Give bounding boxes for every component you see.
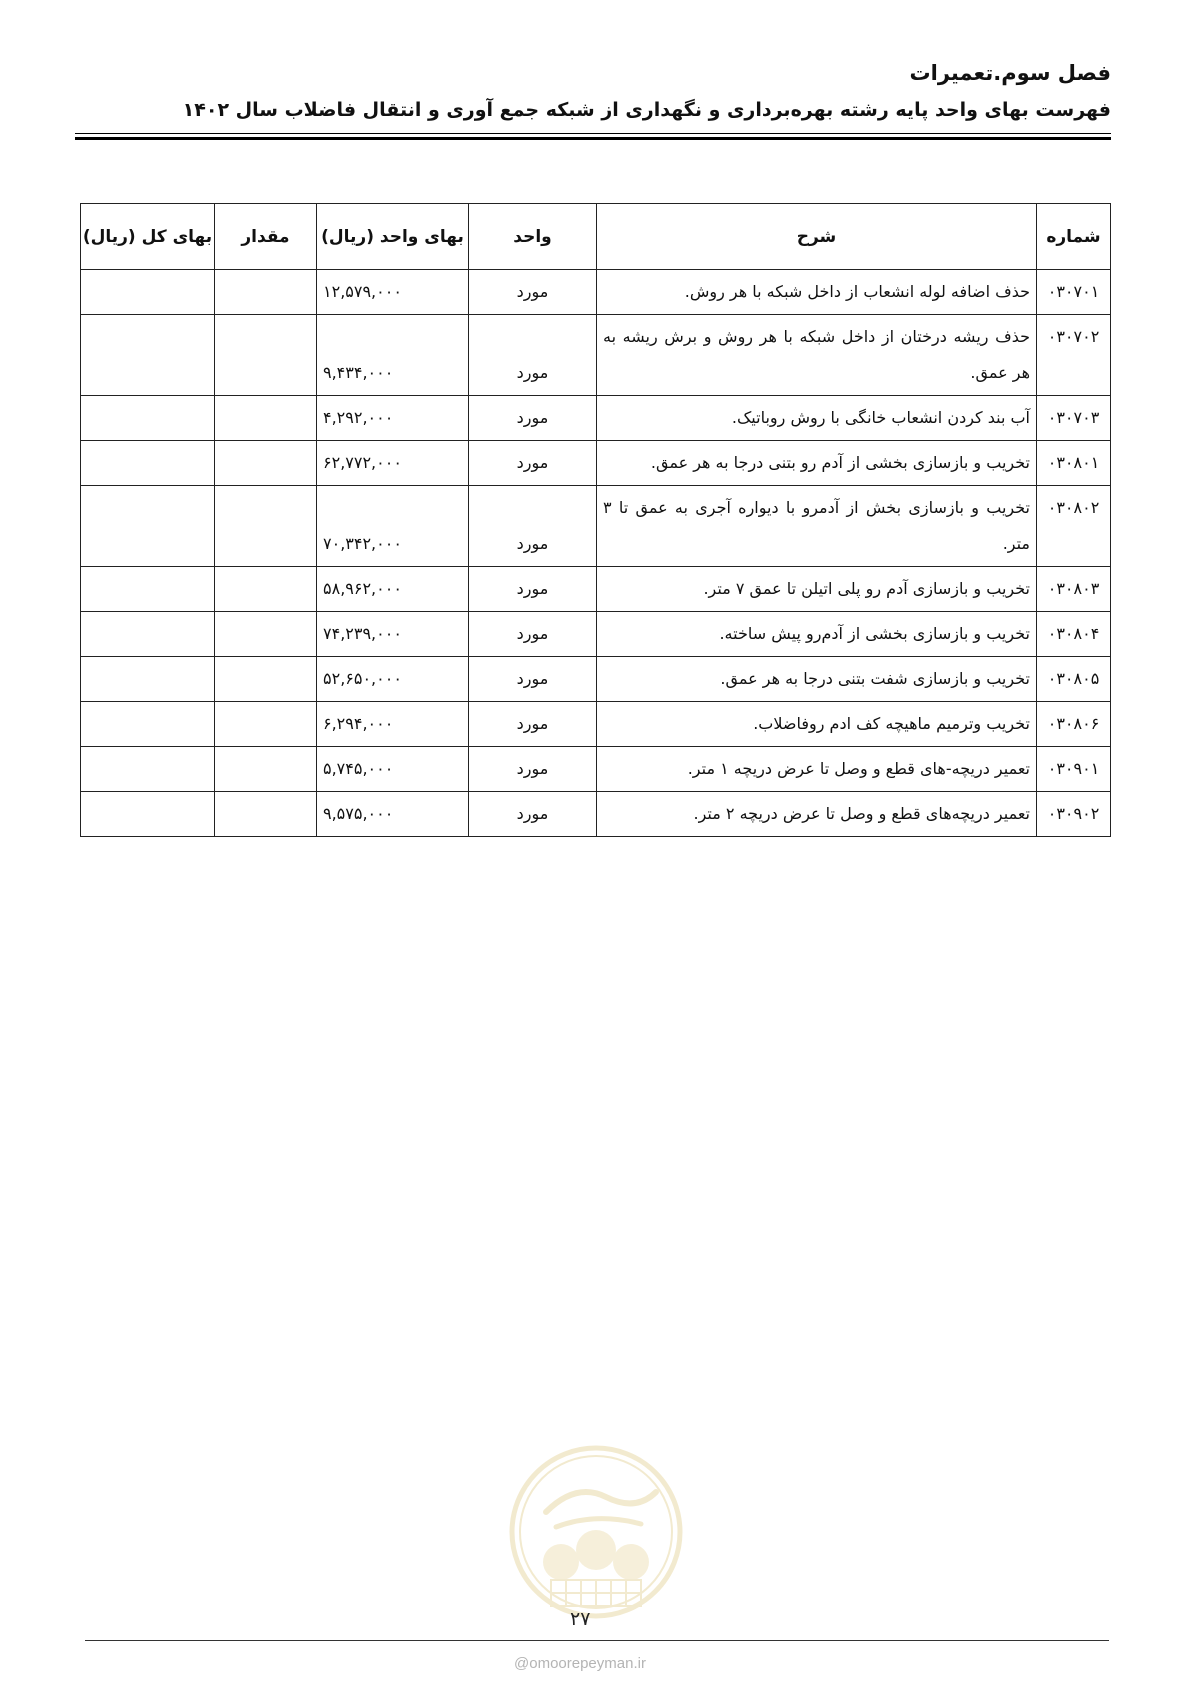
cell-unit-price: ۷۰,۳۴۲,۰۰۰ bbox=[317, 486, 469, 567]
table-header-row bbox=[81, 204, 1111, 270]
cell-quantity bbox=[215, 486, 317, 567]
cell-total-price bbox=[81, 792, 215, 837]
cell-description: تخریب وترمیم ماهیچه کف ادم روفاضلاب. bbox=[597, 702, 1037, 747]
table-row bbox=[81, 315, 1111, 396]
cell-description: آب بند کردن انشعاب خانگی با روش روباتیک. bbox=[597, 396, 1037, 441]
cell-description: تخریب و بازسازی شفت بتنی درجا به هر عمق. bbox=[597, 657, 1037, 702]
cell-description: تخریب و بازسازی بخش از آدمرو با دیواره آجری به عمق تا ۳ متر. bbox=[597, 486, 1037, 567]
footer-rule bbox=[85, 1640, 1109, 1641]
cell-number: ۰۳۰۷۰۳ bbox=[1037, 396, 1111, 441]
header-rule-thick bbox=[75, 137, 1111, 140]
table-row bbox=[81, 702, 1111, 747]
cell-unit: مورد bbox=[469, 315, 597, 396]
cell-description: تخریب و بازسازی آدم رو پلی اتیلن تا عمق ۷ متر. bbox=[597, 567, 1037, 612]
cell-quantity bbox=[215, 747, 317, 792]
cell-number: ۰۳۰۷۰۱ bbox=[1037, 270, 1111, 315]
chapter-title: فصل سوم.تعمیرات bbox=[909, 61, 1111, 85]
cell-quantity bbox=[215, 657, 317, 702]
cell-unit: مورد bbox=[469, 612, 597, 657]
column-header-total-price: بهای کل (ریال) bbox=[81, 204, 215, 270]
table-row bbox=[81, 486, 1111, 567]
cell-unit: مورد bbox=[469, 270, 597, 315]
cell-quantity bbox=[215, 441, 317, 486]
table-body bbox=[81, 270, 1111, 837]
cell-unit: مورد bbox=[469, 747, 597, 792]
cell-unit-price: ۱۲,۵۷۹,۰۰۰ bbox=[317, 270, 469, 315]
cell-quantity bbox=[215, 702, 317, 747]
column-header-number: شماره bbox=[1037, 204, 1111, 270]
cell-unit: مورد bbox=[469, 792, 597, 837]
table-row bbox=[81, 747, 1111, 792]
cell-total-price bbox=[81, 270, 215, 315]
cell-total-price bbox=[81, 441, 215, 486]
column-header-unit-price: بهای واحد (ریال) bbox=[317, 204, 469, 270]
cell-unit-price: ۹,۵۷۵,۰۰۰ bbox=[317, 792, 469, 837]
document-title: فهرست بهای واحد پایه رشته بهره‌برداری و نگهداری از شبکه جمع آوری و انتقال فاضلاب سال ۱۴۰۲ bbox=[182, 99, 1111, 121]
cell-description: حذف ریشه درختان از داخل شبکه با هر روش و برش ریشه به هر عمق. bbox=[597, 315, 1037, 396]
cell-unit: مورد bbox=[469, 567, 597, 612]
cell-quantity bbox=[215, 567, 317, 612]
cell-description: تخریب و بازسازی بخشی از آدم رو بتنی درجا به هر عمق. bbox=[597, 441, 1037, 486]
cell-unit-price: ۶,۲۹۴,۰۰۰ bbox=[317, 702, 469, 747]
cell-total-price bbox=[81, 612, 215, 657]
page-number: ۲۷ bbox=[570, 1608, 591, 1630]
cell-quantity bbox=[215, 792, 317, 837]
column-header-quantity: مقدار bbox=[215, 204, 317, 270]
header-rule-thin bbox=[75, 133, 1111, 134]
cell-number: ۰۳۰۸۰۴ bbox=[1037, 612, 1111, 657]
cell-number: ۰۳۰۸۰۳ bbox=[1037, 567, 1111, 612]
page-header bbox=[75, 56, 1111, 126]
cell-number: ۰۳۰۸۰۱ bbox=[1037, 441, 1111, 486]
watermark-url: @omoorepeyman.ir bbox=[514, 1655, 646, 1672]
cell-total-price bbox=[81, 567, 215, 612]
cell-description: تعمیر دریچه‌های قطع و وصل تا عرض دریچه ۲ متر. bbox=[597, 792, 1037, 837]
cell-description: تخریب و بازسازی بخشی از آدم‌رو پیش ساخته. bbox=[597, 612, 1037, 657]
cell-total-price bbox=[81, 702, 215, 747]
cell-number: ۰۳۰۸۰۲ bbox=[1037, 486, 1111, 567]
column-header-unit: واحد bbox=[469, 204, 597, 270]
cell-unit: مورد bbox=[469, 702, 597, 747]
cell-number: ۰۳۰۸۰۵ bbox=[1037, 657, 1111, 702]
cell-quantity bbox=[215, 612, 317, 657]
cell-total-price bbox=[81, 396, 215, 441]
table-row bbox=[81, 792, 1111, 837]
table-row bbox=[81, 396, 1111, 441]
cell-number: ۰۳۰۸۰۶ bbox=[1037, 702, 1111, 747]
cell-total-price bbox=[81, 315, 215, 396]
cell-total-price bbox=[81, 747, 215, 792]
table-row bbox=[81, 441, 1111, 486]
cell-unit-price: ۹,۴۳۴,۰۰۰ bbox=[317, 315, 469, 396]
omoore-peyman-logo-watermark bbox=[506, 1442, 686, 1622]
price-list-table bbox=[80, 203, 1111, 837]
column-header-description: شرح bbox=[597, 204, 1037, 270]
cell-number: ۰۳۰۷۰۲ bbox=[1037, 315, 1111, 396]
cell-unit: مورد bbox=[469, 657, 597, 702]
cell-description: تعمیر دریچه-های قطع و وصل تا عرض دریچه ۱ متر. bbox=[597, 747, 1037, 792]
cell-unit: مورد bbox=[469, 396, 597, 441]
cell-unit-price: ۵۲,۶۵۰,۰۰۰ bbox=[317, 657, 469, 702]
cell-unit-price: ۴,۲۹۲,۰۰۰ bbox=[317, 396, 469, 441]
cell-number: ۰۳۰۹۰۲ bbox=[1037, 792, 1111, 837]
cell-unit-price: ۵,۷۴۵,۰۰۰ bbox=[317, 747, 469, 792]
cell-description: حذف اضافه لوله انشعاب از داخل شبکه با هر روش. bbox=[597, 270, 1037, 315]
cell-unit: مورد bbox=[469, 441, 597, 486]
cell-quantity bbox=[215, 270, 317, 315]
cell-total-price bbox=[81, 657, 215, 702]
cell-number: ۰۳۰۹۰۱ bbox=[1037, 747, 1111, 792]
cell-unit-price: ۶۲,۷۷۲,۰۰۰ bbox=[317, 441, 469, 486]
table-row bbox=[81, 270, 1111, 315]
cell-quantity bbox=[215, 315, 317, 396]
cell-unit: مورد bbox=[469, 486, 597, 567]
cell-unit-price: ۷۴,۲۳۹,۰۰۰ bbox=[317, 612, 469, 657]
table-row bbox=[81, 567, 1111, 612]
cell-unit-price: ۵۸,۹۶۲,۰۰۰ bbox=[317, 567, 469, 612]
cell-quantity bbox=[215, 396, 317, 441]
table-row bbox=[81, 612, 1111, 657]
cell-total-price bbox=[81, 486, 215, 567]
table-row bbox=[81, 657, 1111, 702]
